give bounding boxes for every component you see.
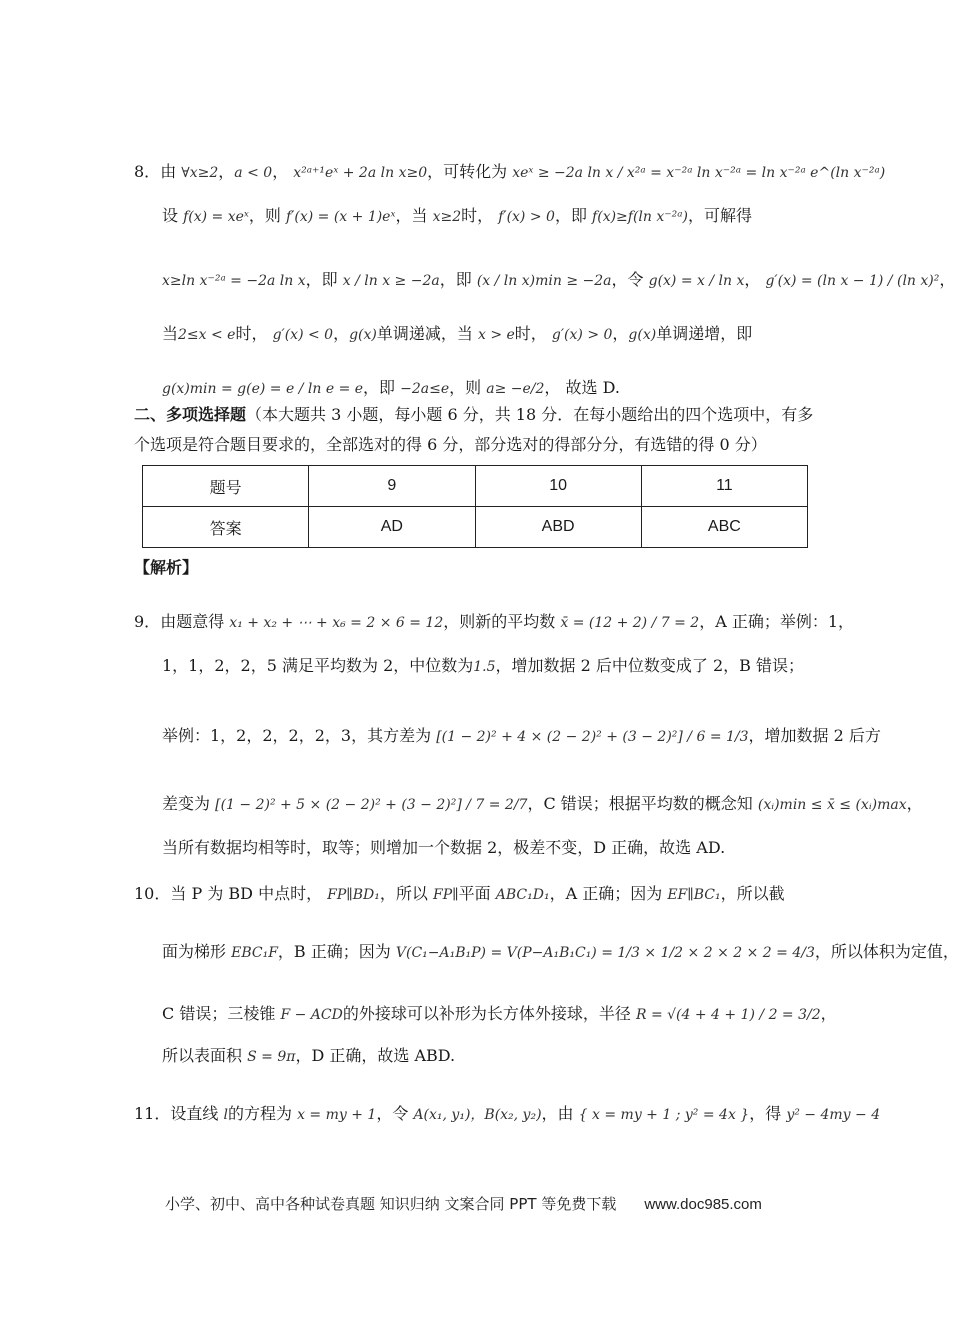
q10-line-2 [162,930,959,975]
math: FP∥ [433,887,459,903]
text: ，由 [541,1104,574,1123]
math: g(x) = x / ln x [648,273,745,289]
math: V(C₁−A₁B₁P) = V(P−A₁B₁C₁) = 1/3 × 1/2 × 2 × 2 × 2 = 4/3 [395,945,815,961]
section-heading [134,400,824,460]
section-description: （本大题共 3 小题，每小题 6 分，共 18 分．在每小题给出的四个选项中，有多个选项是符合题目要求的，全部选对的得 6 分，部分选对的得部分分，有选错的得 0 分） [134,405,814,454]
q10-number: 10． [134,884,171,903]
text: 当所有数据均相等时，取等；则增加一个数据 2，极差不变，D 正确，故选 AD. [162,838,726,857]
analysis-label: 【解析】 [134,558,199,577]
math: x̄ = (12 + 2) / 7 = 2 [560,615,700,631]
text: ，增加数据 2 后中位数变成了 2，B 错误； [495,656,804,675]
text: 当 P 为 BD 中点时， [170,884,323,903]
q9-line-4: 差变为 [(1 − 2)² + 5 × (2 − 2)² + (3 − 2)²] / 7 = 2/7，C 错误；根据平均数的概念知 (xᵢ)min ≤ x̄ ≤ (xᵢ)max， [162,794,923,813]
math: [(1 − 2)² + 4 × (2 − 2)² + (3 − 2)²] / 6 = 1/3 [436,729,749,745]
q8-line-4: 当2≤x < e时， g′(x) < 0，g(x)单调递减，当 x > e时， g′(x) > 0，g(x)单调递增，即 [162,324,753,343]
table-row [143,466,808,507]
q8-number: 8． [134,162,161,181]
text: 当 [162,324,179,343]
q9-line-5 [162,826,725,870]
math: x²ᵃ⁺¹eˣ + 2a ln x≥0 [293,165,428,181]
math: (x / ln x)min ≥ −2a [476,273,612,289]
math: x / ln x ≥ −2a [342,273,440,289]
math: ∀x≥2 [181,165,219,181]
q10-line-4 [162,1034,455,1079]
q8-line-5: g(x)min = g(e) = e / ln e = e，即 −2a≤e，则 a≥ −e/2， 故选 D. [162,378,620,397]
text: ，所以体积为定值， [814,942,959,961]
q11-number: 11． [134,1104,171,1123]
math: g(x) [349,327,377,343]
math: R = √(4 + 4 + 1) / 2 = 3/2 [635,1007,821,1023]
math: A(x₁, y₁)，B(x₂, y₂) [413,1107,542,1123]
table-cell: ABC [641,507,807,548]
math: g′(x) > 0 [551,327,613,343]
text: 时， [235,324,268,343]
text: 时， [461,206,494,225]
math: xeˣ ≥ −2a ln x / x²ᵃ = x⁻²ᵃ ln x⁻²ᵃ = ln x⁻²ᵃ e^(ln x⁻²ᵃ) [512,165,886,181]
math: EBC₁F [231,945,278,961]
text: 单调递增，即 [656,324,753,343]
text: ，所以 [379,884,428,903]
math: x≥2 [432,209,462,225]
text: ，则 [248,206,281,225]
math: x₁ + x₂ + ⋯ + x₆ = 2 × 6 = 12 [229,615,444,631]
math: 1.5 [473,659,496,675]
math: x > e [477,327,515,343]
math: 2≤x < e [178,327,236,343]
text: ，可解得 [687,206,752,225]
text: ，令 [611,270,644,289]
footer [165,1193,762,1214]
text: 所以表面积 [162,1046,243,1065]
text: 的外接球可以补形为长方体外接球，半径 [342,1004,631,1023]
math: EF∥BC₁ [667,887,721,903]
math: F − ACD [280,1007,343,1023]
text: ，即 [439,270,472,289]
math: f(x)≥f(ln x⁻²ᵃ) [592,209,688,225]
text: 差变为 [162,794,211,813]
math: f(x) = xeˣ [183,209,249,225]
text: 1，1，2，2，5 满足平均数为 2，中位数为 [162,656,474,675]
math: f′(x) = (x + 1)eˣ [286,209,396,225]
math: a≥ −e/2 [486,381,545,397]
table-cell: 9 [309,466,475,507]
text: 单调递减，当 [376,324,473,343]
q8-line-2 [162,194,752,239]
table-cell: AD [309,507,475,548]
text: ，A 正确；因为 [549,884,663,903]
table-cell: ABD [475,507,641,548]
text: ，即 [305,270,338,289]
q9-line-1 [134,600,854,645]
text: ，B 正确；因为 [277,942,391,961]
text: ，则新的平均数 [443,612,556,631]
text: 由 [160,162,177,181]
text: ，D 正确，故选 ABD. [295,1046,456,1065]
text: ，即 [554,206,587,225]
math: y² − 4my − 4 [786,1107,881,1123]
math: (xᵢ)min ≤ x̄ ≤ (xᵢ)max [757,797,907,813]
text: 时， [514,324,547,343]
text: ，A 正确；举例：1， [699,612,855,631]
text: 故选 D. [565,378,620,397]
text: 的方程为 [227,1104,292,1123]
math: x = my + 1 [297,1107,377,1123]
q10-line-3: C 错误；三棱锥 F − ACD的外接球可以补形为长方体外接球，半径 R = √(4 + 4 + 1) / 2 = 3/2， [162,1004,837,1023]
text: ，令 [376,1104,409,1123]
math: g(x) [628,327,657,343]
text: ，C 错误；根据平均数的概念知 [527,794,753,813]
math: S = 9π [247,1049,296,1065]
text: ，所以截 [720,884,785,903]
table-cell: 答案 [143,507,309,548]
text: ，当 [395,206,428,225]
math: { x = my + 1 ; y² = 4x } [578,1107,750,1123]
text: ，增加数据 2 后方 [748,726,881,745]
text: ，得 [749,1104,782,1123]
math: −2a≤e [400,381,450,397]
math: g′(x) = (ln x − 1) / (ln x)² [765,273,940,289]
q9-number: 9． [134,612,161,631]
table-cell: 10 [475,466,641,507]
math: FP∥BD₁ [327,887,380,903]
q9-line-2 [162,644,804,689]
q11-line-1 [134,1092,880,1137]
math: ABC₁D₁ [495,887,550,903]
text: C 错误；三棱锥 [162,1004,276,1023]
math: [(1 − 2)² + 5 × (2 − 2)² + (3 − 2)²] / 7 = 2/7 [215,797,528,813]
text: ，可转化为 [427,162,508,181]
math: a < 0 [234,165,273,181]
text: 设直线 [170,1104,219,1123]
math: l [223,1107,228,1123]
table-cell: 11 [641,466,807,507]
q9-line-3 [162,714,881,759]
answer-table [142,465,808,548]
math: g′(x) < 0 [272,327,334,343]
math: g(x)min = g(e) = e / ln e = e [162,381,364,397]
text: 面为梯形 [162,942,227,961]
text: ，即 [363,378,396,397]
table-row [143,507,808,548]
section-title: 二、多项选择题 [134,405,247,424]
text: 平面 [458,884,491,903]
text: 举例：1，2，2，2，2，3，其方差为 [162,726,432,745]
footer-site-link[interactable]: www.doc985.com [644,1196,762,1213]
text: 由题意得 [160,612,225,631]
q10-line-1 [134,872,785,917]
table-cell: 题号 [143,466,309,507]
footer-text: 小学、初中、高中各种试卷真题 知识归纳 文案合同 PPT 等免费下载 [165,1195,617,1213]
math: f′(x) > 0 [498,209,555,225]
q8-line-3: x≥ln x⁻²ᵃ = −2a ln x，即 x / ln x ≥ −2a，即 (x / ln x)min ≥ −2a，令 g(x) = x / ln x， g′(x) = (ln x − 1) / (ln x)²， [162,270,956,289]
q8-line-1: 8．由 ∀x≥2，a < 0， x²ᵃ⁺¹eˣ + 2a ln x≥0，可转化为 xeˣ ≥ −2a ln x / x²ᵃ = x⁻²ᵃ ln x⁻²ᵃ = ln x⁻²ᵃ e^(ln x⁻²ᵃ) [134,162,886,181]
text: 设 [162,206,179,225]
math: x≥ln x⁻²ᵃ = −2a ln x [162,273,306,289]
text: ，则 [449,378,482,397]
